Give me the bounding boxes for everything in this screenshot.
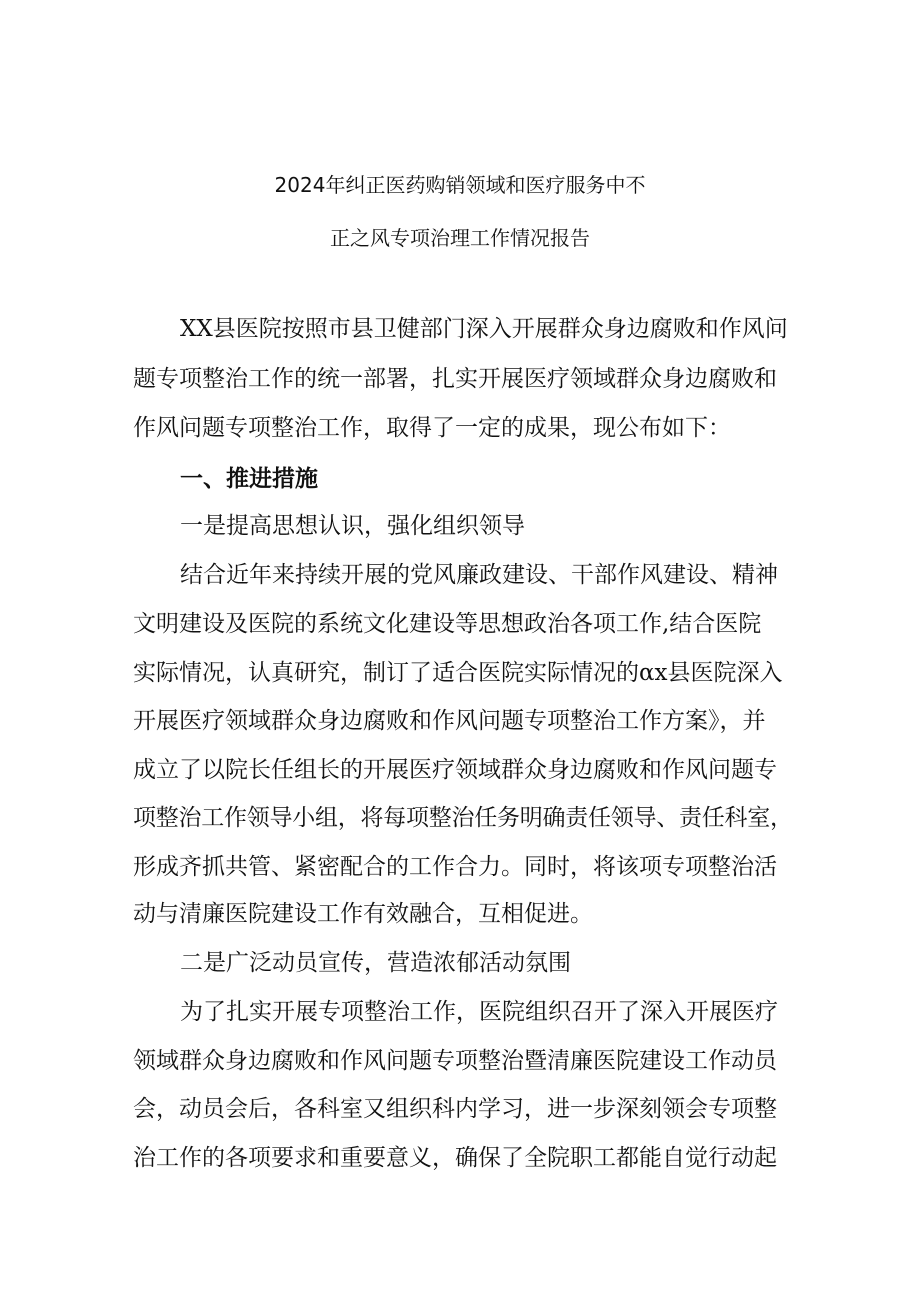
body-line: 实际情况，认真研究，制订了适合医院实际情况的αx县医院深入	[133, 660, 783, 686]
body-line: 结合近年来持续开展的党风廉政建设、干部作风建设、精神	[180, 562, 778, 588]
body-line: 动与清廉医院建设工作有效融合，互相促进。	[133, 901, 593, 927]
document-title-line-2: 正之风专项治理工作情况报告	[330, 226, 590, 250]
body-line: 开展医疗领域群众身边腐败和作风问题专项整治工作方案》，并	[133, 708, 766, 734]
subsection-heading: 二是广泛动员宣传，营造浓郁活动氛围	[180, 950, 571, 976]
body-line: 会，动员会后，各科室又组织科内学习，进一步深刻领会专项整	[133, 1096, 777, 1122]
body-line: 形成齐抓共管、紧密配合的工作合力。同时，将该项专项整治活	[133, 854, 777, 880]
body-line: 项整治工作领导小组，将每项整治任务明确责任领导、责任科室，	[133, 805, 793, 831]
document-title-line-1: 2024年纠正医药购销领域和医疗服务中不	[274, 173, 646, 197]
body-line: 成立了以院长任组长的开展医疗领域群众身边腐败和作风问题专	[133, 757, 777, 783]
body-line: 领域群众身边腐败和作风问题专项整治暨清廉医院建设工作动员	[133, 1048, 777, 1074]
subsection-heading: 一是提高思想认识，强化组织领导	[180, 513, 525, 539]
body-line: 题专项整治工作的统一部署，扎实开展医疗领域群众身边腐败和	[133, 366, 777, 392]
body-line: 作风问题专项整治工作，取得了一定的成果，现公布如下：	[133, 415, 731, 441]
section-heading: 一、推进措施	[180, 466, 318, 492]
body-line: 为了扎实开展专项整治工作，医院组织召开了深入开展医疗	[180, 999, 778, 1025]
body-line: 文明建设及医院的系统文化建设等思想政治各项工作,结合医院	[133, 611, 762, 637]
body-line: 治工作的各项要求和重要意义，确保了全院职工都能自觉行动起	[133, 1145, 777, 1171]
body-line: XX县医院按照市县卫健部门深入开展群众身边腐败和作风问	[180, 316, 788, 342]
